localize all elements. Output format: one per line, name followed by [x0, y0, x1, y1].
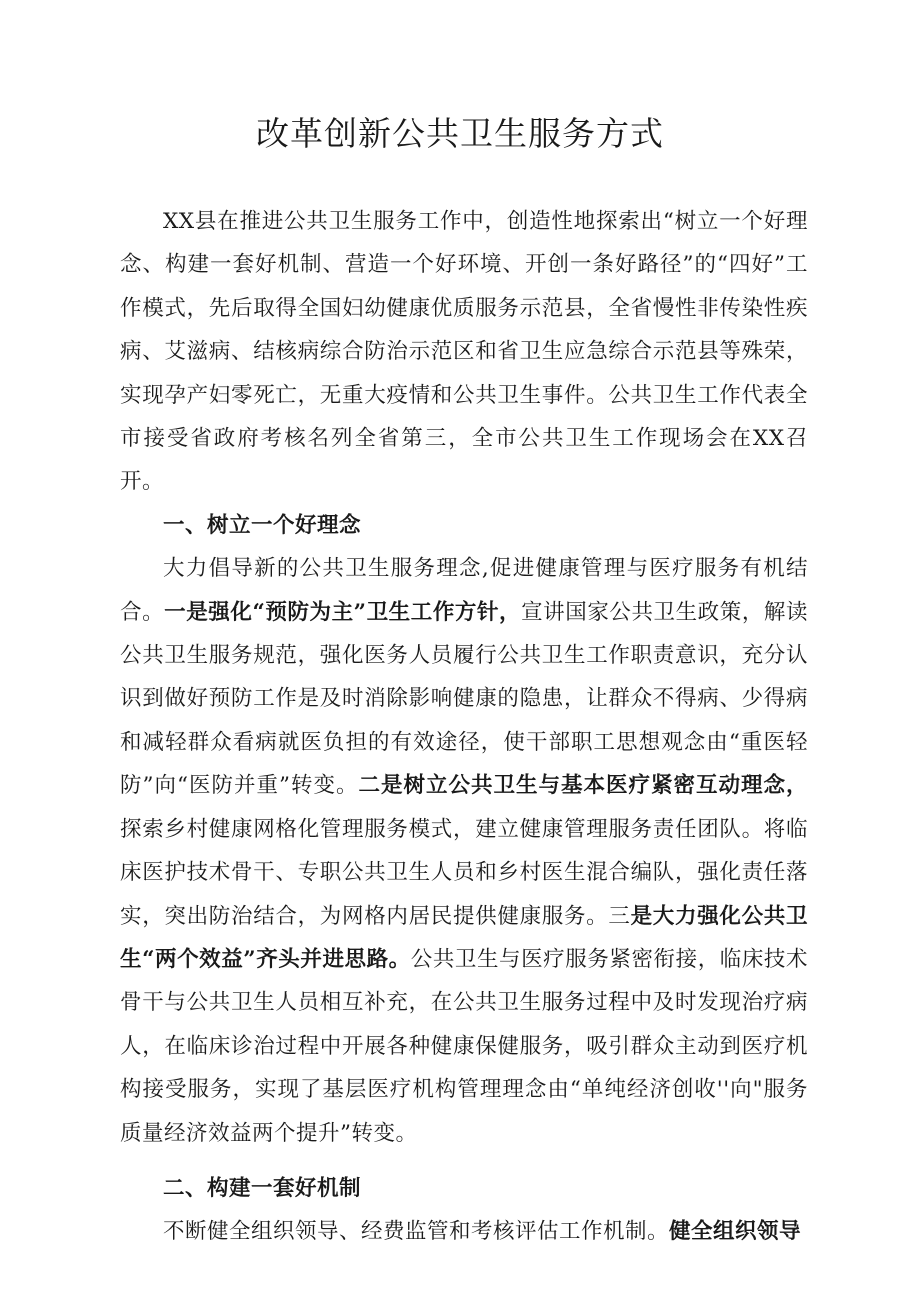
- section-2-paragraph: [120, 1210, 808, 1253]
- section-1-heading: 一、树立一个好理念: [163, 512, 362, 538]
- section-2-lead-bold: 健全组织领导: [669, 1219, 802, 1245]
- section-1-lead: 大力倡导新的公共卫生服务理念,促进健康管理与医疗服务有机结合。: [120, 556, 808, 625]
- section-1-point-2-text: 探索乡村健康网格化管理服务模式，建立健康管理服务责任团队。将临床医护技术骨干、专职公共卫生人员和乡村医生混合编队，强化责任落实，突出防治结合，为网格内居民提供健康服务。三: [120, 816, 808, 929]
- section-1-point-1-heading: 一是强化“预防为主”卫生工作方针，: [164, 599, 522, 625]
- section-1-paragraph: [120, 547, 808, 1155]
- document-body: [120, 200, 808, 1254]
- section-2-lead: 不断健全组织领导、经费监管和考核评估工作机制。: [163, 1219, 670, 1245]
- intro-paragraph: XX县在推进公共卫生服务工作中，创造性地探索出“树立一个好理念、构建一套好机制、营造一个好环境、开创一条好路径”的“四好”工作模式，先后取得全国妇幼健康优质服务示范县，全省慢性非传染性疾病、艾滋病、结核病综合防治示范区和省卫生应急综合示范县等殊荣，实现孕产妇零死亡，无重大疫情和公共卫生事件。公共卫生工作代表全市接受省政府考核名列全省第三，全市公共卫生工作现场会在XX召开。: [120, 209, 808, 495]
- section-1-point-3-text: 公共卫生与医疗服务紧密衔接，临床技术骨干与公共卫生人员相互补充，在公共卫生服务过程中及时发现治疗病人，在临床诊治过程中开展各种健康保健服务，吸引群众主动到医疗机构接受服务，实现了基层医疗机构管理理念由“单纯经济创收''向"服务质量经济效益两个提升”转变。: [120, 946, 808, 1146]
- document-title: 改革创新公共卫生服务方式: [256, 114, 664, 153]
- section-1-point-1-text: 宣讲国家公共卫生政策，解读公共卫生服务规范，强化医务人员履行公共卫生工作职责意识，充分认识到做好预防工作是及时消除影响健康的隐患，让群众不得病、少得病和减轻群众看病就医负担的有效途径，使干部职工思想观念由“重医轻防”向“医防并重”转变。: [120, 599, 808, 799]
- section-1-point-3-heading: 是大力强化公共卫生“两个效益”齐头并进思路。: [120, 903, 808, 972]
- section-2-heading: 二、构建一套好机制: [163, 1175, 362, 1201]
- section-1-point-2-heading: 二是树立公共卫生与基本医疗紧密互动理念，: [358, 773, 808, 799]
